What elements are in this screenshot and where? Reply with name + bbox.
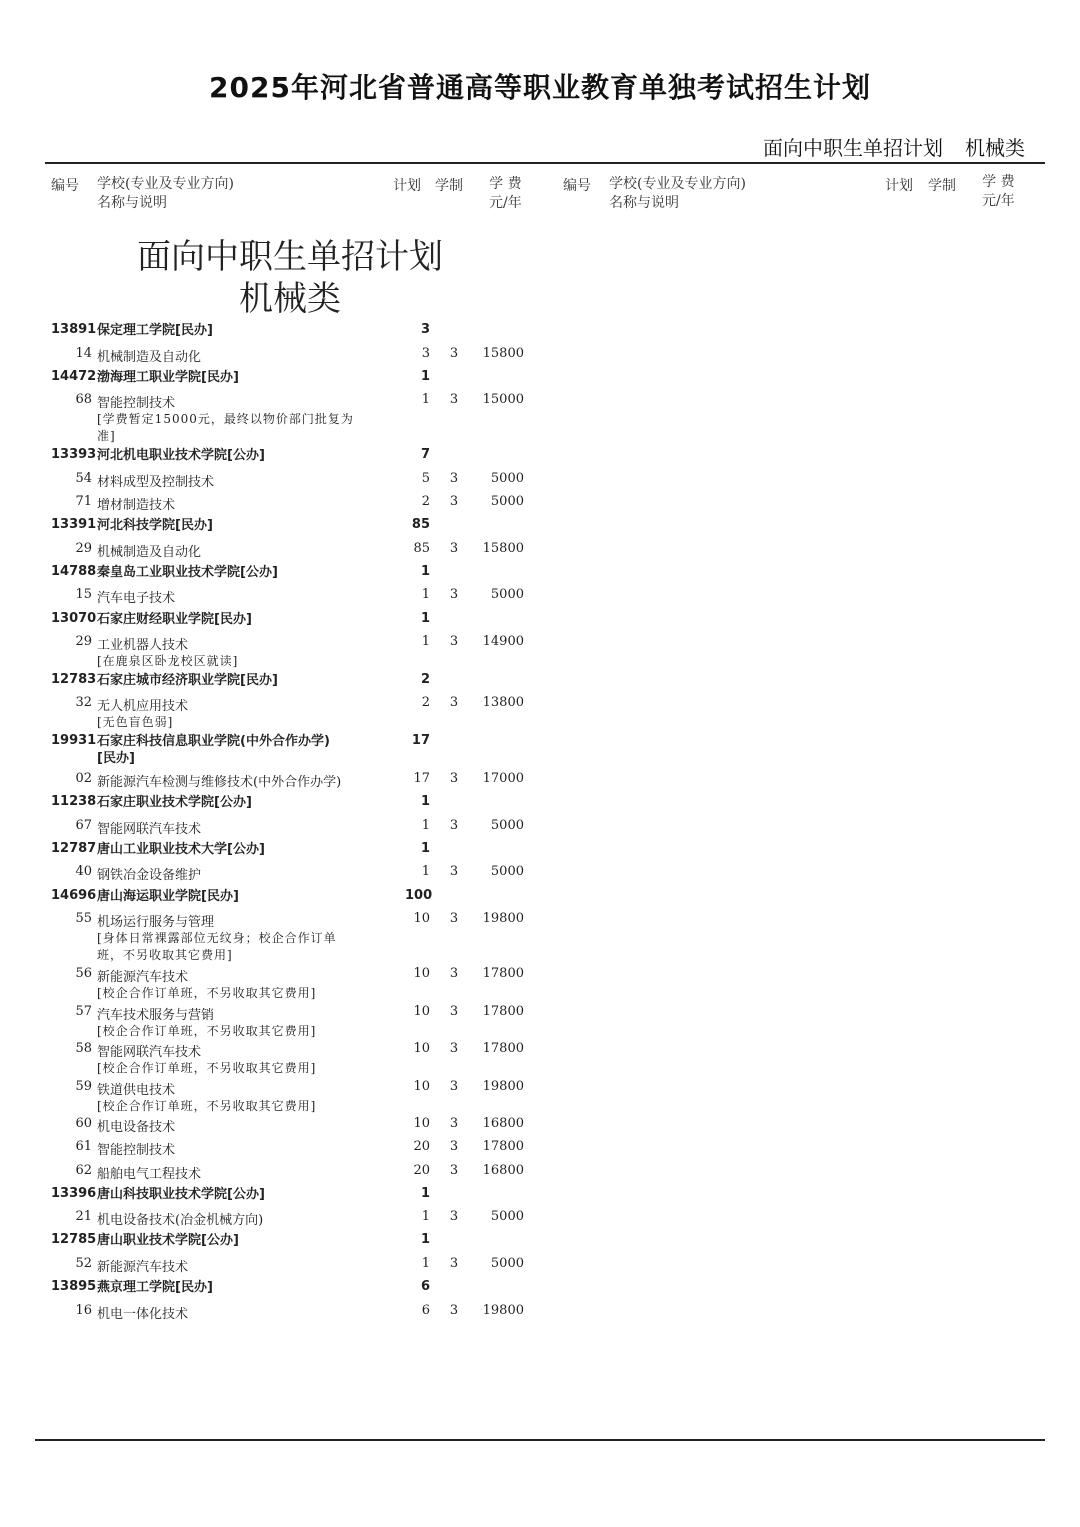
school-code: 13393 (51, 447, 97, 463)
major-code: 67 (75, 817, 92, 833)
major-code: 58 (75, 1041, 92, 1057)
major-fee: 15800 (482, 540, 524, 556)
major-fee: 14900 (482, 634, 524, 649)
school-plan: 1 (420, 1185, 430, 1201)
major-name: 无人机应用技术 (97, 699, 189, 714)
header-code: 编号 (51, 178, 79, 194)
subtitle-plan: 面向中职生单招计划 (763, 136, 943, 160)
major-fee: 5000 (490, 864, 524, 880)
major-years: 3 (449, 1116, 459, 1132)
school-code: 12787 (51, 840, 97, 856)
major-name: 汽车技术服务与营销 (97, 1007, 215, 1023)
school-plan: 1 (420, 1232, 430, 1248)
school-plan: 2 (420, 671, 430, 687)
major-name: 智能网联汽车技术 (97, 1045, 202, 1061)
school-code: 19931 (51, 732, 97, 748)
major-plan: 2 (421, 493, 430, 509)
header-plan: 计划 (393, 178, 421, 194)
header-school-line2-right: 名称与说明 (609, 195, 679, 211)
bottom-divider (35, 1439, 1045, 1441)
major-note: [学费暂定15000元，最终以物价部门批复为 准] (97, 412, 354, 444)
major-name: 船舶电气工程技术 (97, 1166, 202, 1182)
header-fee-right (982, 173, 1015, 211)
major-years: 3 (449, 1162, 459, 1178)
major-note: [在鹿泉区卧龙校区就读] (97, 654, 239, 668)
major-note: [校企合作订单班，不另收取其它费用] (97, 986, 317, 1001)
major-name: 材料成型及控制技术 (97, 474, 215, 490)
header-fee-line1-right: 学 费 (982, 174, 1015, 190)
school-name: 唐山工业职业技术大学[公办] (97, 841, 265, 857)
school-plan: 1 (420, 794, 430, 810)
major-fee: 17800 (482, 1003, 524, 1019)
major-plan: 20 (413, 1139, 430, 1155)
subtitle-category: 机械类 (965, 136, 1025, 160)
header-years-right: 学制 (928, 178, 956, 194)
major-code: 54 (75, 470, 92, 486)
major-fee: 17800 (482, 1139, 524, 1155)
major-name: 工业机器人技术 (97, 638, 189, 653)
school-code: 13891 (51, 322, 97, 337)
major-fee: 5000 (490, 1209, 524, 1225)
major-name: 铁道供电技术 (97, 1082, 176, 1098)
major-plan: 2 (421, 695, 430, 710)
major-code: 32 (75, 695, 92, 710)
major-plan: 20 (413, 1162, 430, 1178)
school-name: 河北科技学院[民办] (97, 518, 213, 534)
major-years: 3 (449, 1139, 459, 1155)
major-fee: 16800 (482, 1162, 524, 1178)
major-plan: 6 (421, 1302, 430, 1318)
major-plan: 1 (421, 392, 430, 408)
header-code-right: 编号 (563, 178, 591, 194)
page-title: 2025年河北省普通高等职业教育单独考试招生计划 (209, 71, 871, 104)
major-years: 3 (449, 634, 459, 649)
header-school-line1-right: 学校(专业及专业方向) (609, 176, 746, 192)
major-fee: 19800 (482, 911, 524, 927)
school-plan: 7 (420, 447, 430, 463)
school-code: 14696 (51, 887, 97, 903)
major-fee: 5000 (490, 470, 524, 486)
major-name: 增材制造技术 (97, 497, 176, 513)
major-name: 机电设备技术 (97, 1120, 176, 1136)
school-code: 13391 (51, 517, 97, 533)
school-code: 13070 (51, 610, 97, 626)
major-plan: 1 (421, 817, 430, 833)
major-plan: 10 (413, 966, 430, 982)
header-school-line1: 学校(专业及专业方向) (97, 176, 234, 192)
major-fee: 15800 (482, 345, 524, 361)
major-name: 机械制造及自动化 (97, 544, 202, 560)
major-code: 14 (75, 345, 92, 361)
major-years: 3 (449, 392, 459, 408)
major-note: [无色盲色弱] (97, 715, 174, 729)
major-plan: 10 (413, 911, 430, 927)
major-years: 3 (449, 695, 459, 710)
major-name: 新能源汽车技术 (97, 1259, 189, 1275)
major-fee: 16800 (482, 1116, 524, 1132)
school-name: 石家庄财经职业学院[民办] (97, 611, 252, 627)
major-code: 02 (75, 771, 92, 786)
major-years: 3 (449, 345, 459, 361)
major-years: 3 (449, 493, 459, 509)
major-name: 机电设备技术(冶金机械方向) (97, 1213, 264, 1229)
major-plan: 10 (413, 1041, 430, 1057)
major-fee: 17800 (482, 966, 524, 982)
school-name: 燕京理工学院[民办] (97, 1280, 213, 1296)
major-name: 智能控制技术 (97, 1143, 176, 1159)
major-plan: 10 (413, 1003, 430, 1019)
major-fee: 17000 (482, 771, 524, 786)
major-code: 15 (75, 587, 92, 603)
major-code: 61 (75, 1139, 92, 1155)
major-plan: 3 (421, 345, 430, 361)
school-name: 唐山科技职业技术学院[公办] (97, 1186, 265, 1202)
major-plan: 5 (421, 470, 430, 486)
major-name: 机电一体化技术 (97, 1306, 189, 1322)
header-years: 学制 (435, 178, 463, 194)
major-years: 3 (449, 470, 459, 486)
major-fee: 13800 (482, 695, 524, 710)
school-plan: 1 (420, 610, 430, 626)
school-plan: 100 (405, 887, 433, 903)
major-years: 3 (449, 1302, 459, 1318)
major-years: 3 (449, 1078, 459, 1094)
major-code: 60 (75, 1116, 92, 1132)
school-name: 保定理工学院[民办] (97, 323, 213, 338)
major-plan: 10 (413, 1078, 430, 1094)
major-fee: 5000 (490, 493, 524, 509)
major-plan: 1 (421, 1255, 430, 1271)
major-plan: 17 (413, 771, 430, 786)
major-name: 新能源汽车技术 (97, 970, 189, 986)
school-code: 11238 (51, 794, 97, 810)
major-years: 3 (449, 1209, 459, 1225)
major-code: 55 (75, 911, 92, 927)
major-years: 3 (449, 1255, 459, 1271)
school-name: 石家庄科技信息职业学院(中外合作办学) [民办] (97, 733, 330, 766)
school-plan: 3 (420, 322, 430, 337)
major-code: 56 (75, 966, 92, 982)
major-years: 3 (449, 966, 459, 982)
header-school-line2: 名称与说明 (97, 195, 167, 211)
school-code: 14788 (51, 563, 97, 579)
major-code: 57 (75, 1003, 92, 1019)
major-name: 机场运行服务与管理 (97, 915, 215, 931)
major-code: 29 (75, 634, 92, 649)
major-name: 智能网联汽车技术 (97, 821, 202, 837)
school-name: 渤海理工职业学院[民办] (97, 369, 239, 385)
major-years: 3 (449, 864, 459, 880)
major-name: 钢铁冶金设备维护 (97, 868, 202, 884)
school-name: 河北机电职业技术学院[公办] (97, 448, 265, 464)
school-name: 石家庄职业技术学院[公办] (97, 795, 252, 811)
major-plan: 1 (421, 1209, 430, 1225)
school-plan: 1 (420, 368, 430, 384)
major-note: [校企合作订单班，不另收取其它费用] (97, 1061, 317, 1076)
school-code: 14472 (51, 368, 97, 384)
school-name: 秦皇岛工业职业技术学院[公办] (97, 564, 278, 580)
school-code: 12783 (51, 671, 97, 687)
major-years: 3 (449, 1041, 459, 1057)
major-code: 52 (75, 1255, 92, 1271)
header-school-right (609, 175, 746, 213)
major-note: [身体日常裸露部位无纹身；校企合作订单 班，不另收取其它费用] (97, 931, 337, 963)
major-code: 21 (75, 1209, 92, 1225)
major-fee: 19800 (482, 1078, 524, 1094)
header-fee-line1: 学 费 (489, 176, 522, 192)
subtitle (741, 132, 1025, 161)
major-plan: 10 (413, 1116, 430, 1132)
major-fee: 5000 (490, 817, 524, 833)
major-code: 71 (75, 493, 92, 509)
major-code: 68 (75, 392, 92, 408)
major-code: 16 (75, 1302, 92, 1318)
major-fee: 19800 (482, 1302, 524, 1318)
school-code: 13895 (51, 1279, 97, 1295)
header-plan-right: 计划 (885, 178, 913, 194)
major-years: 3 (449, 817, 459, 833)
major-name: 汽车电子技术 (97, 591, 176, 607)
major-years: 3 (449, 771, 459, 786)
header-fee-line2: 元/年 (489, 195, 522, 211)
major-plan: 85 (413, 540, 430, 556)
major-years: 3 (449, 587, 459, 603)
school-plan: 1 (420, 840, 430, 856)
major-years: 3 (449, 911, 459, 927)
major-note: [校企合作订单班，不另收取其它费用] (97, 1023, 317, 1038)
major-years: 3 (449, 1003, 459, 1019)
major-name: 机械制造及自动化 (97, 349, 202, 365)
school-name: 石家庄城市经济职业学院[民办] (97, 672, 278, 688)
major-fee: 15000 (482, 392, 524, 408)
school-plan: 85 (411, 517, 430, 533)
major-fee: 17800 (482, 1041, 524, 1057)
major-fee: 5000 (490, 1255, 524, 1271)
school-name: 唐山职业技术学院[公办] (97, 1233, 239, 1249)
major-name: 新能源汽车检测与维修技术(中外合作办学) (97, 775, 342, 790)
major-years: 3 (449, 540, 459, 556)
school-name: 唐山海运职业学院[民办] (97, 888, 239, 904)
major-code: 62 (75, 1162, 92, 1178)
major-fee: 5000 (490, 587, 524, 603)
major-name: 智能控制技术 (97, 396, 176, 412)
school-code: 12785 (51, 1232, 97, 1248)
major-code: 40 (75, 864, 92, 880)
major-code: 59 (75, 1078, 92, 1094)
major-plan: 1 (421, 587, 430, 603)
header-fee-line2-right: 元/年 (982, 193, 1015, 209)
major-plan: 1 (421, 864, 430, 880)
school-plan: 17 (411, 732, 430, 748)
section-title-line1: 面向中职生单招计划 (137, 237, 443, 277)
section-title-line2: 机械类 (239, 279, 341, 319)
school-code: 13396 (51, 1185, 97, 1201)
major-note: [校企合作订单班，不另收取其它费用] (97, 1098, 317, 1113)
major-plan: 1 (421, 634, 430, 649)
school-plan: 1 (420, 563, 430, 579)
major-code: 29 (75, 540, 92, 556)
school-plan: 6 (420, 1279, 430, 1295)
